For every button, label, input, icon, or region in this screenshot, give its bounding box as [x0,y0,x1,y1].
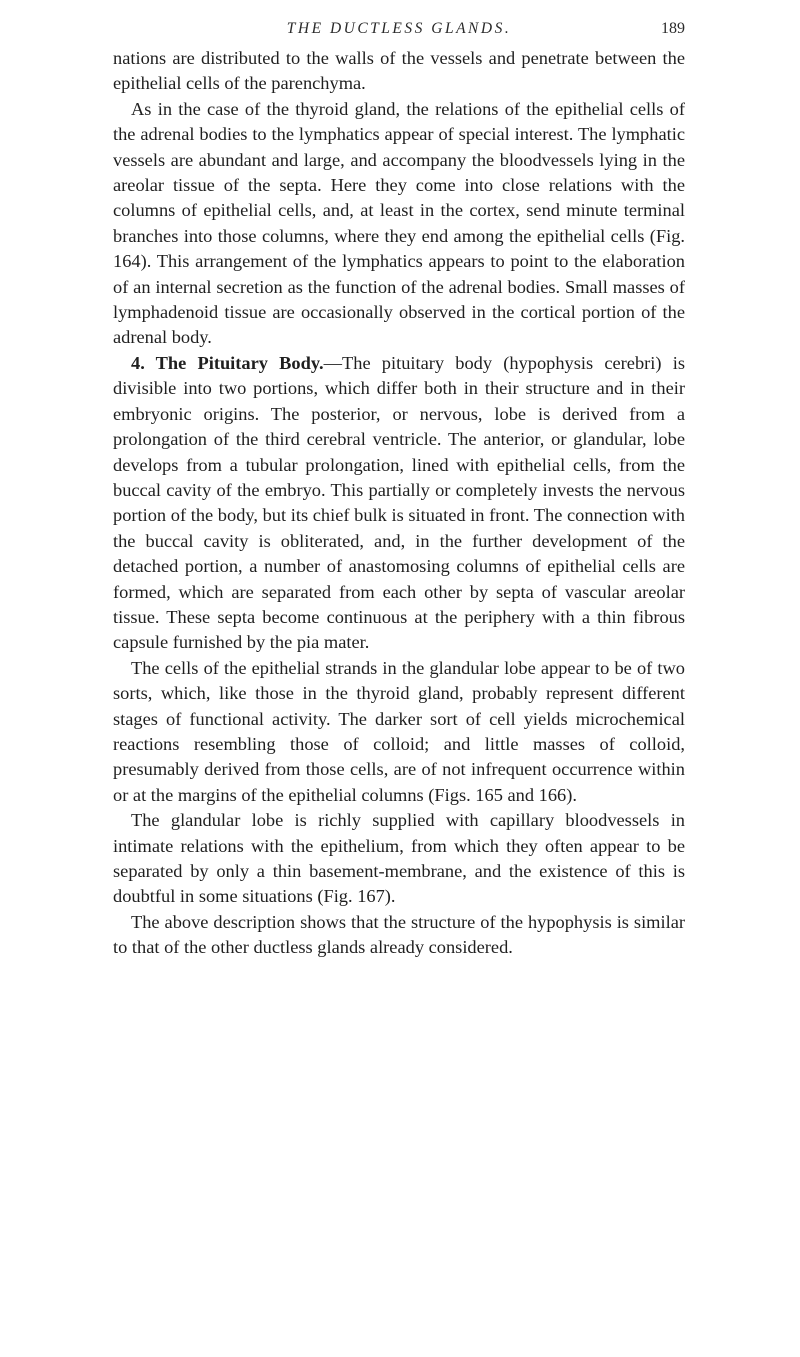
paragraph-pituitary-body [113,351,685,656]
running-head [113,20,685,44]
paragraph-epithelial-cells: The cells of the epithelial strands in the glandular lobe appear to be of two sorts, which, like those in the thyroid gland, probably represent different stages of functional activity. The darker sort of cell yields microchemical reactions resembling those of colloid; and little masses of colloid, presumably derived from those cells, are of not infrequent occurrence within or at the margins of the epithelial columns (Figs. 165 and 166). [113,657,685,805]
paragraph-adrenal-lymphatics: As in the case of the thyroid gland, the relations of the epithelial cells of the adrenal bodies to the lymphatics appear of special interest. The lymphatic vessels are abundant and large, and accompany the bloodvessels lying in the areolar tissue of the septa. Here they come into close relations with the columns of epithelial cells, and, at least in the cortex, send minute terminal branches into those columns, where they end among the epithelial cells (Fig. 164). This arrangement of the lymphatics appears to point to the elaboration of an internal secretion as the function of the adrenal bodies. Small masses of lymphadenoid tissue are occasionally observed in the cortical portion of the adrenal body. [113,98,685,348]
paragraph-continuation: nations are distributed to the walls of the vessels and penetrate between the epithelial cells of the parenchyma. [113,48,685,94]
paragraph-summary: The above description shows that the structure of the hypophysis is similar to that of the other ductless glands already considered. [113,911,685,958]
paragraph-blood-supply: The glandular lobe is richly supplied with capillary bloodvessels in intimate relations with the epithelium, from which they often appear to be separated by only a thin basement-membrane, and the existence of this is doubtful in some situations (Fig. 167). [113,810,685,907]
pituitary-body-text: —The pituitary body (hypophysis cerebri) is divisible into two portions, which differ both in their structure and in their embryonic origins. The posterior, or nervous, lobe is derived from a prolongation of the third cerebral ventricle. The anterior, or glandular, lobe develops from a tubular prolongation, lined with epithelial cells, from the buccal cavity of the embryo. This partially or completely invests the nervous portion of the body, but its chief bulk is situated in front. The connection with the buccal cavity is obliterated, and, in the further development of the detached portion, a number of anastomosing columns of epithelial cells are formed, which are separated from each other by septa of vascular areolar tissue. These septa become continuous at the periphery with a thin fibrous capsule furnished by the pia mater. [113,352,685,653]
page-number: 189 [661,20,685,37]
body-text [113,46,685,961]
section-heading-pituitary: 4. The Pituitary Body. [131,352,324,373]
running-title: THE DUCTLESS GLANDS. [286,20,512,37]
